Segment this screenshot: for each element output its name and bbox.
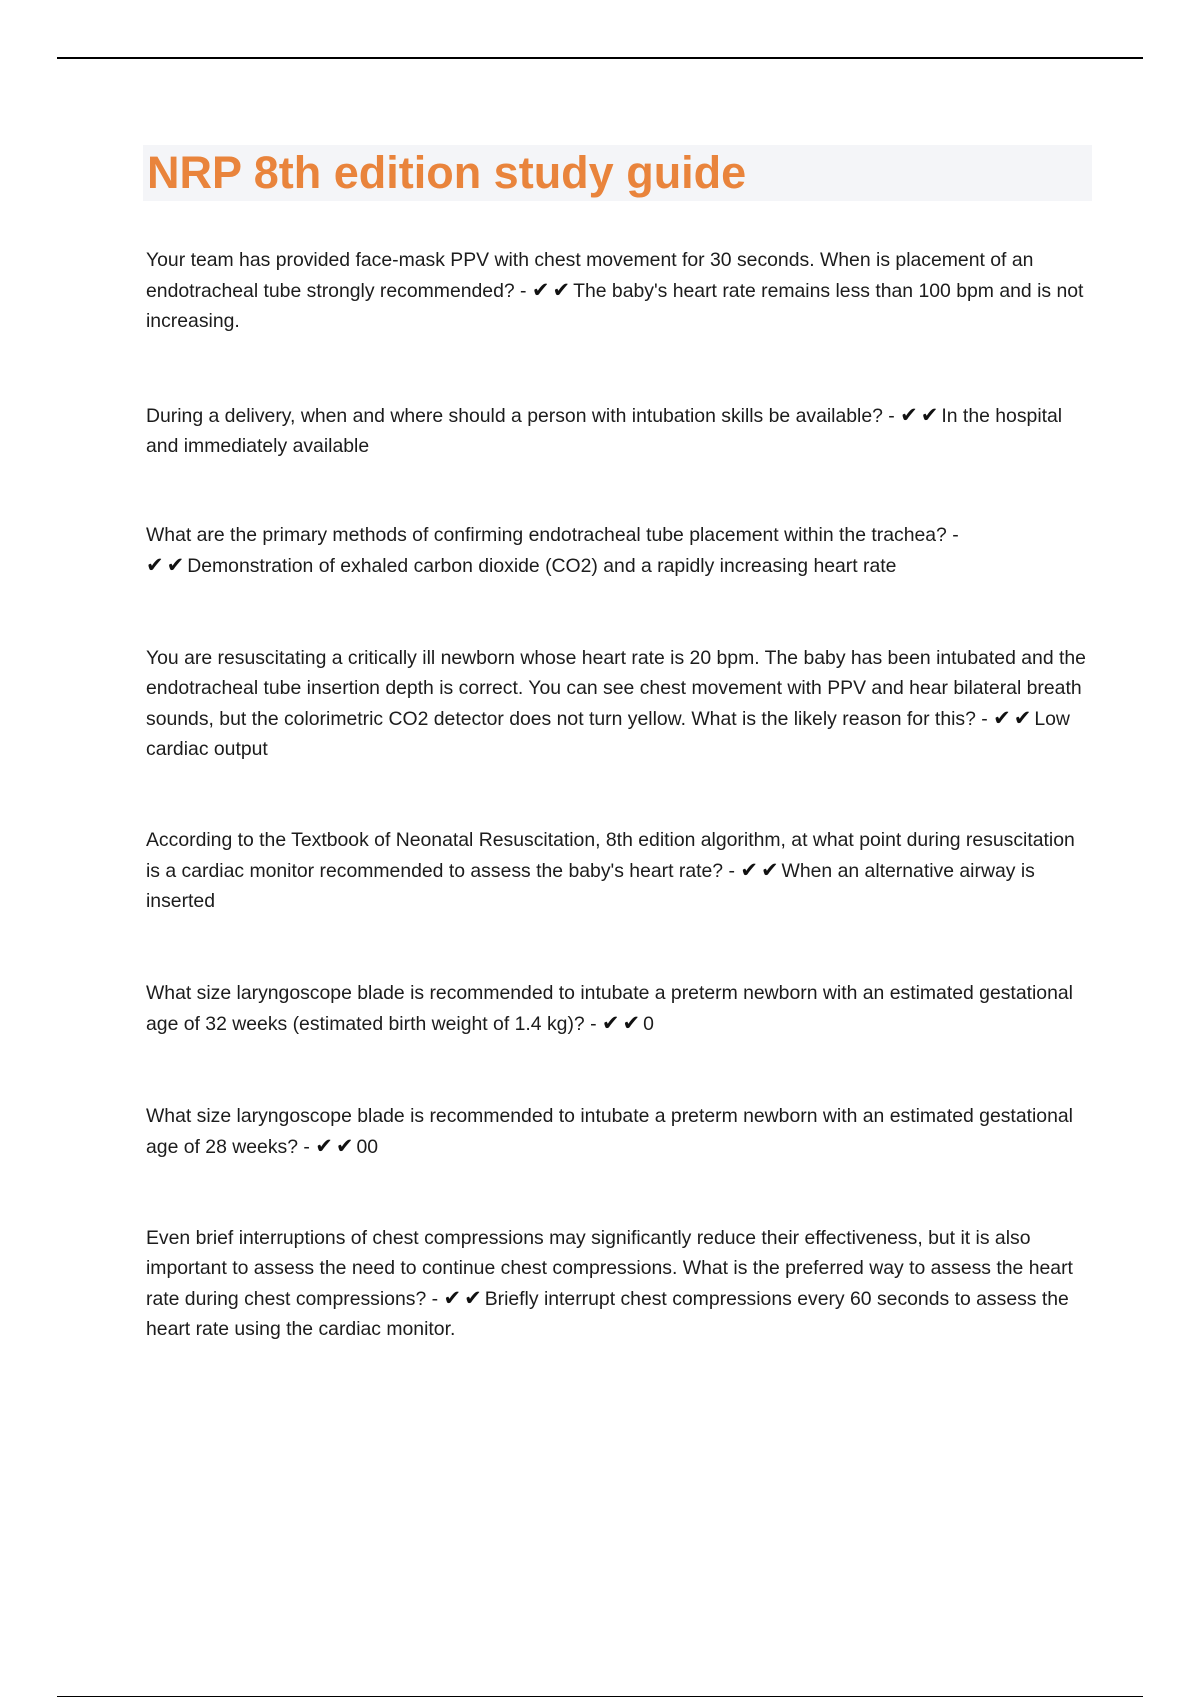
separator: - (975, 708, 994, 730)
check-icon: ✔ (740, 858, 760, 882)
check-icon: ✔ (464, 1286, 484, 1310)
check-icon: ✔ (920, 403, 941, 427)
check-icon: ✔ (993, 706, 1013, 730)
qa-item-3 (146, 520, 1091, 581)
qa-item-1 (146, 245, 1091, 336)
answer-text: 0 (643, 1013, 654, 1035)
separator: - (882, 405, 901, 427)
answer-text: When an alternative airway is inserted (146, 860, 1035, 912)
question-text: Even brief interruptions of chest compressions may significantly reduce their effectiveness, but it is also important to assess the need to continue chest compressions. What is the preferred way to assess the heart rate during chest compressions? (146, 1227, 1073, 1310)
answer-text: In the hospital and immediately available (146, 405, 1063, 457)
check-icon: ✔ (601, 1011, 622, 1035)
separator: - (514, 280, 532, 302)
top-rule (57, 57, 1143, 59)
question-text: What size laryngoscope blade is recommended to intubate a preterm newborn with an estimated gestational age of 28 weeks? (146, 1105, 1073, 1158)
question-text: During a delivery, when and where should a person with intubation skills be available? (146, 405, 883, 427)
question-text: Your team has provided face-mask PPV with chest movement for 30 seconds. When is placement of an endotracheal tube strongly recommended? (146, 249, 1034, 302)
check-icon: ✔ (335, 1134, 356, 1158)
separator: - (298, 1136, 316, 1158)
answer-text: Briefly interrupt chest compressions every 60 seconds to assess the heart rate using the cardiac monitor. (146, 1288, 1069, 1340)
check-icon: ✔ (900, 403, 920, 427)
separator: - (584, 1013, 602, 1035)
check-icon: ✔ (622, 1011, 643, 1035)
qa-item-7 (146, 1101, 1091, 1162)
separator: - (426, 1288, 444, 1310)
qa-item-6 (146, 978, 1091, 1039)
answer-text: Low cardiac output (146, 708, 1070, 760)
qa-item-8 (146, 1223, 1091, 1344)
qa-item-2 (146, 400, 1091, 461)
title-banner (143, 145, 1092, 201)
question-text: According to the Textbook of Neonatal Resuscitation, 8th edition algorithm, at what point during resuscitation is a cardiac monitor recommended to assess the baby's heart rate? (146, 829, 1075, 882)
question-text: You are resuscitating a critically ill newborn whose heart rate is 20 bpm. The baby has been intubated and the endotracheal tube insertion depth is correct. You can see chest movement with PPV and hear bilateral breath sounds, but the colorimetric CO2 detector does not turn yellow. What is the likely reason for this? (146, 647, 1086, 730)
question-text: What size laryngoscope blade is recommended to intubate a preterm newborn with an estimated gestational age of 32 weeks (estimated birth weight of 1.4 kg)? (146, 982, 1073, 1035)
answer-text: Demonstration of exhaled carbon dioxide (CO2) and a rapidly increasing heart rate (187, 555, 897, 577)
separator: - (946, 524, 959, 546)
answer-text: 00 (356, 1136, 379, 1158)
check-icon: ✔ (315, 1134, 335, 1158)
qa-item-4 (146, 643, 1091, 764)
bottom-rule (57, 1696, 1143, 1697)
check-icon: ✔ (146, 553, 166, 577)
check-icon: ✔ (166, 553, 187, 577)
answer-text: The baby's heart rate remains less than 100 bpm and is not increasing. (146, 280, 1084, 332)
page-title: NRP 8th edition study guide (147, 147, 747, 198)
check-icon: ✔ (443, 1286, 464, 1310)
check-icon: ✔ (1013, 706, 1034, 730)
check-icon: ✔ (552, 278, 573, 302)
separator: - (723, 860, 741, 882)
check-icon: ✔ (531, 278, 552, 302)
qa-item-5 (146, 825, 1091, 916)
check-icon: ✔ (760, 858, 781, 882)
question-text: What are the primary methods of confirming endotracheal tube placement within the trachea? (146, 524, 947, 546)
